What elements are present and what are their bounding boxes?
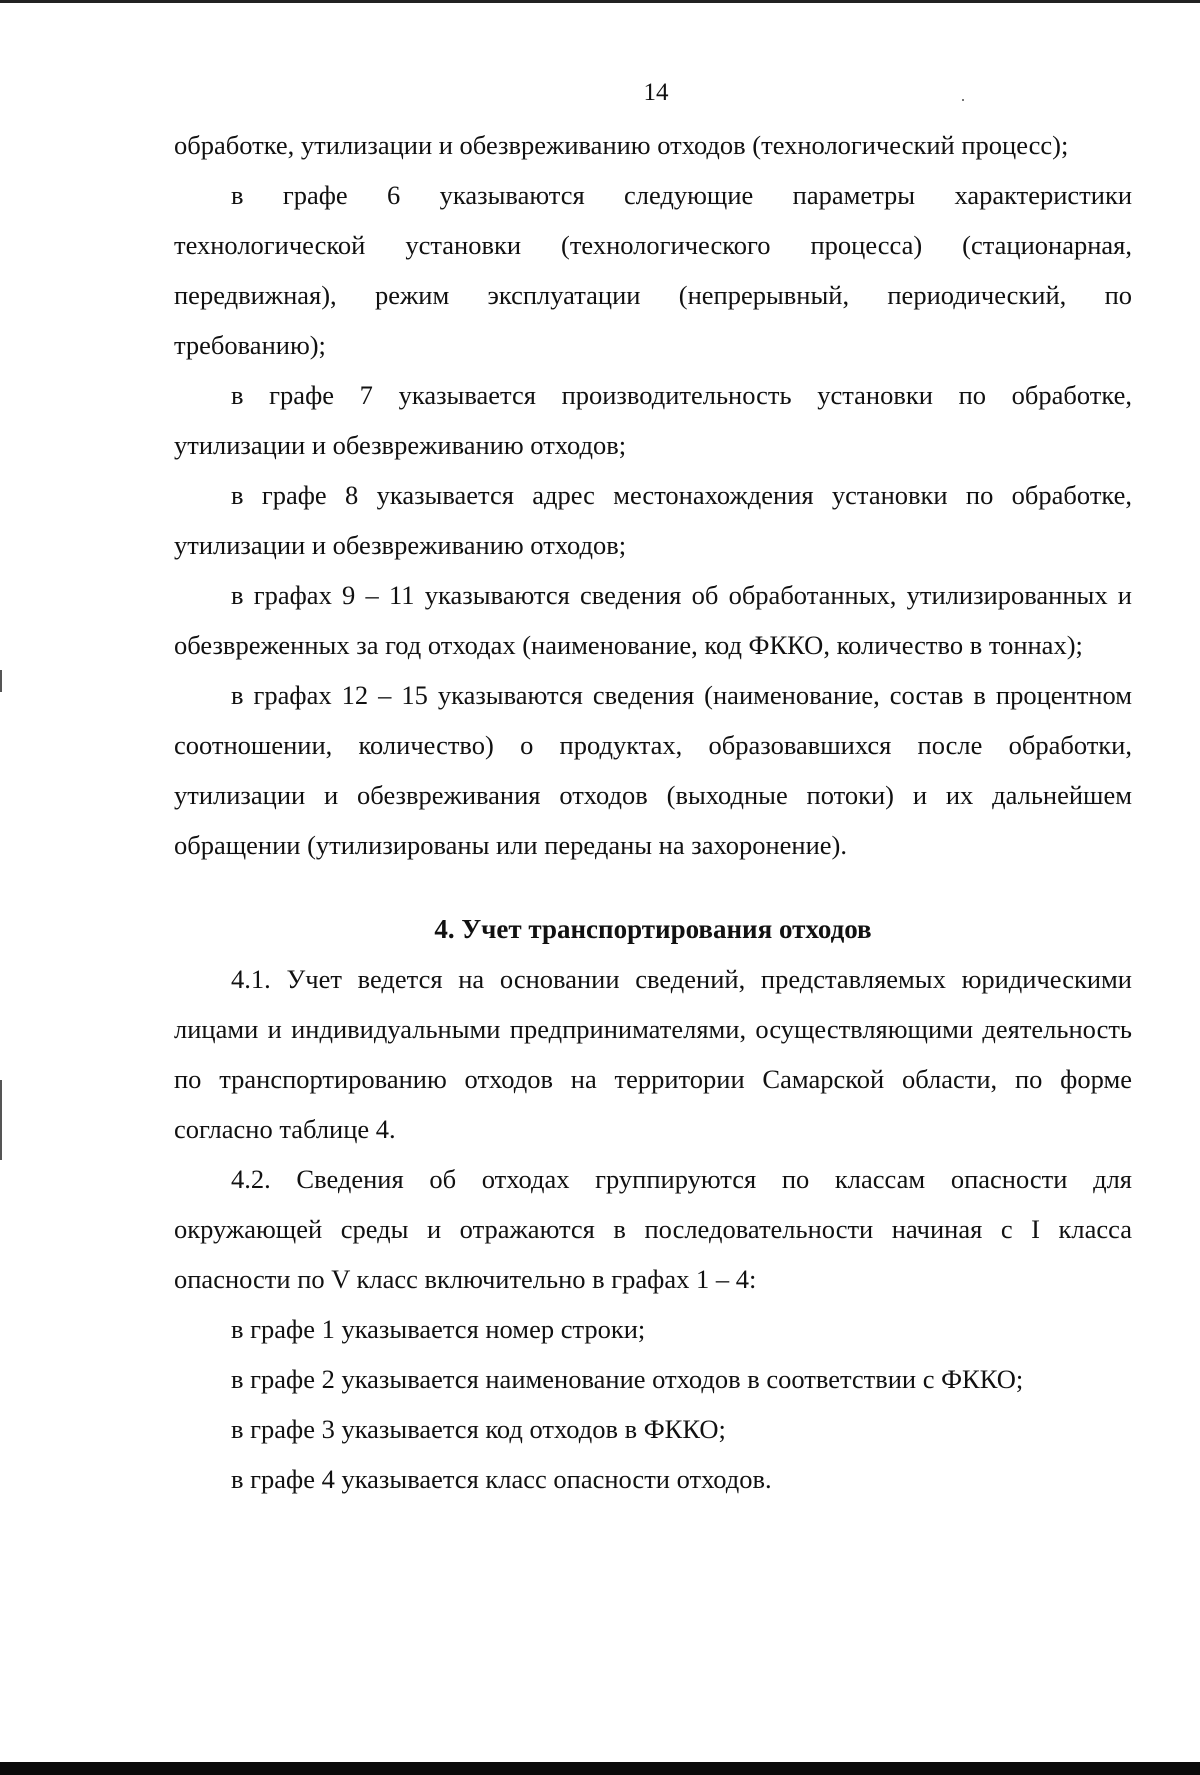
page-number: 14	[643, 79, 669, 106]
paragraph: в графах 9 – 11 указываются сведения об обработанных, утилизированных и обезвреженных за год отходах (наименование, код ФККО, количество в тоннах);	[174, 580, 1132, 660]
paragraph: в графе 2 указывается наименование отходов в соответствии с ФККО;	[231, 1364, 1024, 1394]
scan-artifact-mark	[0, 1080, 2, 1160]
paragraph: 4.2. Сведения об отходах группируются по классам опасности для окружающей среды и отражаются в последовательности начиная с I класса опасности по V класс включительно в графах 1 – 4:	[174, 1164, 1132, 1294]
paragraph: в графе 6 указываются следующие параметры характеристики технологической установки (технологического процесса) (стационарная, передвижная), режим эксплуатации (непрерывный, периодический, по требованию);	[174, 180, 1132, 360]
scan-artifact-mark	[0, 670, 2, 692]
document-body	[174, 120, 1132, 1504]
bottom-border-bar	[0, 1762, 1200, 1775]
paragraph: в графе 8 указывается адрес местонахождения установки по обработке, утилизации и обезвреживанию отходов;	[174, 480, 1132, 560]
paragraph: в графе 1 указывается номер строки;	[231, 1314, 646, 1344]
paragraph: в графах 12 – 15 указываются сведения (наименование, состав в процентном соотношении, количество) о продуктах, образовавшихся после обработки, утилизации и обезвреживания отходов (выходные потоки) и их дальнейшем обращении (утилизированы или переданы на захоронение).	[174, 680, 1132, 860]
paragraph: в графе 4 указывается класс опасности отходов.	[231, 1464, 772, 1494]
paragraph: 4.1. Учет ведется на основании сведений, представляемых юридическими лицами и индивидуальными предпринимателями, осуществляющими деятельность по транспортированию отходов на территории Самарской области, по форме согласно таблице 4.	[174, 964, 1132, 1144]
paragraph: в графе 7 указывается производительность установки по обработке, утилизации и обезвреживанию отходов;	[174, 380, 1132, 460]
top-border-line	[0, 0, 1200, 3]
paragraph: обработке, утилизации и обезвреживанию отходов (технологический процесс);	[174, 130, 1069, 160]
paragraph: в графе 3 указывается код отходов в ФККО;	[231, 1414, 726, 1444]
section-heading: 4. Учет транспортирования отходов	[434, 914, 872, 944]
scan-artifact-dot	[962, 99, 964, 101]
